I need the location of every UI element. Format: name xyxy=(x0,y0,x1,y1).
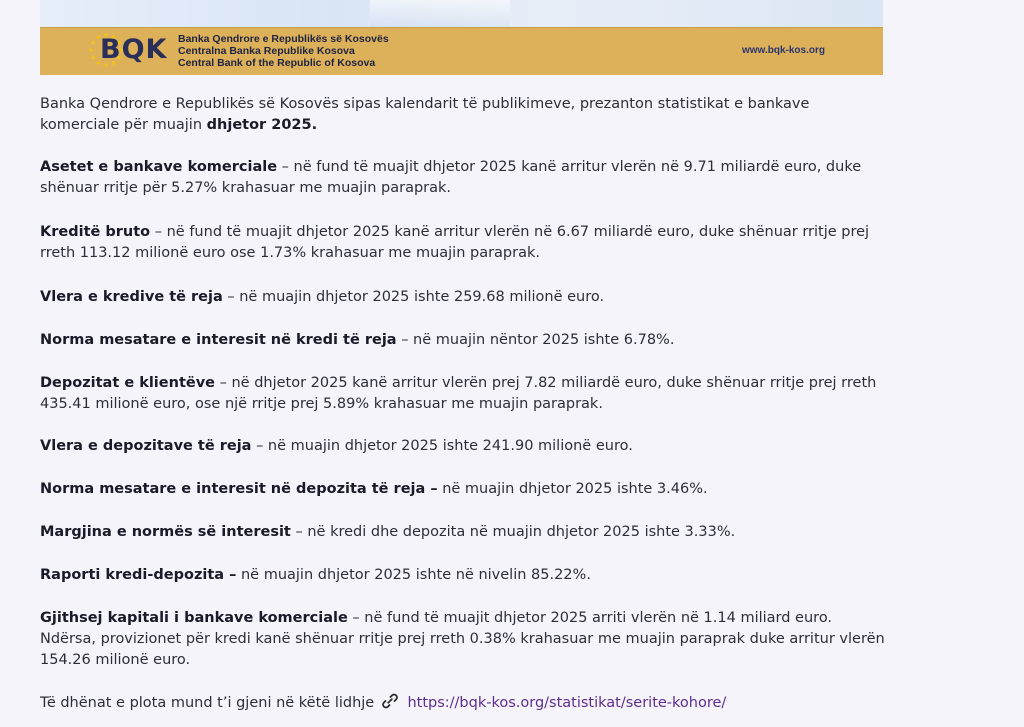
stat-item xyxy=(40,565,591,586)
stat-item xyxy=(40,222,890,264)
stat-item xyxy=(40,157,890,199)
stat-item xyxy=(40,330,674,351)
stat-text: – në fund të muajit dhjetor 2025 kanë arritur vlerën në 6.67 miliardë euro, duke shënuar rritje prej rreth 113.12 milionë euro ose 1.73% krahasuar me muajin paraprak. xyxy=(40,224,870,261)
statistics-link[interactable]: https://bqk-kos.org/statistikat/serite-kohore/ xyxy=(407,695,727,711)
intro-period: dhjetor 2025. xyxy=(206,117,318,133)
stat-title: Norma mesatare e interesit në kredi të reja xyxy=(40,332,397,348)
stat-item xyxy=(40,608,890,671)
stat-title: Asetet e bankave komerciale xyxy=(40,159,278,175)
stat-text: në muajin dhjetor 2025 ishte në nivelin 85.22%. xyxy=(236,567,591,583)
stat-text: – në muajin dhjetor 2025 ishte 259.68 milionë euro. xyxy=(222,289,605,305)
stat-text: – në muajin nëntor 2025 ishte 6.78%. xyxy=(396,332,675,348)
stat-item xyxy=(40,373,890,415)
stat-text: në muajin dhjetor 2025 ishte 3.46%. xyxy=(437,481,708,497)
paperclip-icon xyxy=(381,692,399,710)
stat-title: Vlera e kredive të reja xyxy=(40,289,223,305)
intro-paragraph xyxy=(40,94,890,136)
stat-text: – në fund të muajit dhjetor 2025 kanë arritur vlerën në 9.71 miliardë euro, duke shënuar rritje për 5.27% krahasuar me muajin paraprak. xyxy=(40,159,862,196)
stat-title: Norma mesatare e interesit në depozita të reja – xyxy=(40,481,438,497)
stat-title: Raporti kredi-depozita – xyxy=(40,567,237,583)
data-link-paragraph xyxy=(40,692,726,714)
bank-name-en: Central Bank of the Republic of Kosova xyxy=(178,57,376,69)
stat-item xyxy=(40,479,708,500)
bank-name-sq: Banka Qendrore e Republikës së Kosovës xyxy=(178,33,389,45)
stat-item xyxy=(40,287,604,308)
stat-title: Depozitat e klientëve xyxy=(40,375,215,391)
banner-image xyxy=(40,0,883,27)
banner-bar xyxy=(40,27,883,75)
bqk-logo[interactable]: BQK xyxy=(100,34,168,65)
stat-text: – në muajin dhjetor 2025 ishte 241.90 milionë euro. xyxy=(251,438,633,454)
data-link-text: Të dhënat e plota mund t’i gjeni në këtë lidhje xyxy=(40,695,375,711)
bank-names xyxy=(178,33,389,69)
stat-item xyxy=(40,436,633,457)
stat-title: Vlera e depozitave të reja xyxy=(40,438,252,454)
bank-name-sr: Centralna Banka Republike Kosova xyxy=(178,45,355,57)
header-banner xyxy=(40,0,883,74)
stat-text: – në dhjetor 2025 kanë arritur vlerën prej 7.82 miliardë euro, duke shënuar rritje prej rreth 435.41 milionë euro, ose një rritje prej 5.89% krahasuar me muajin paraprak. xyxy=(40,375,877,412)
stat-title: Kreditë bruto xyxy=(40,224,151,240)
bank-url[interactable]: www.bqk-kos.org xyxy=(742,45,825,56)
stat-text: – në fund të muajit dhjetor 2025 arriti vlerën në 1.14 miliard euro. Ndërsa, provizionet për kredi kanë shënuar rritje prej rreth 0.38% krahasuar me muajin paraprak duke arritur vlerën 154.26 milionë euro. xyxy=(40,610,885,668)
stat-title: Margjina e normës së interesit xyxy=(40,524,291,540)
stat-title: Gjithsej kapitali i bankave komerciale xyxy=(40,610,348,626)
stat-text: – në kredi dhe depozita në muajin dhjetor 2025 ishte 3.33%. xyxy=(290,524,736,540)
intro-text: Banka Qendrore e Republikës së Kosovës sipas kalendarit të publikimeve, prezanton statistikat e bankave komerciale për muajin xyxy=(40,96,810,133)
stat-item xyxy=(40,522,735,543)
